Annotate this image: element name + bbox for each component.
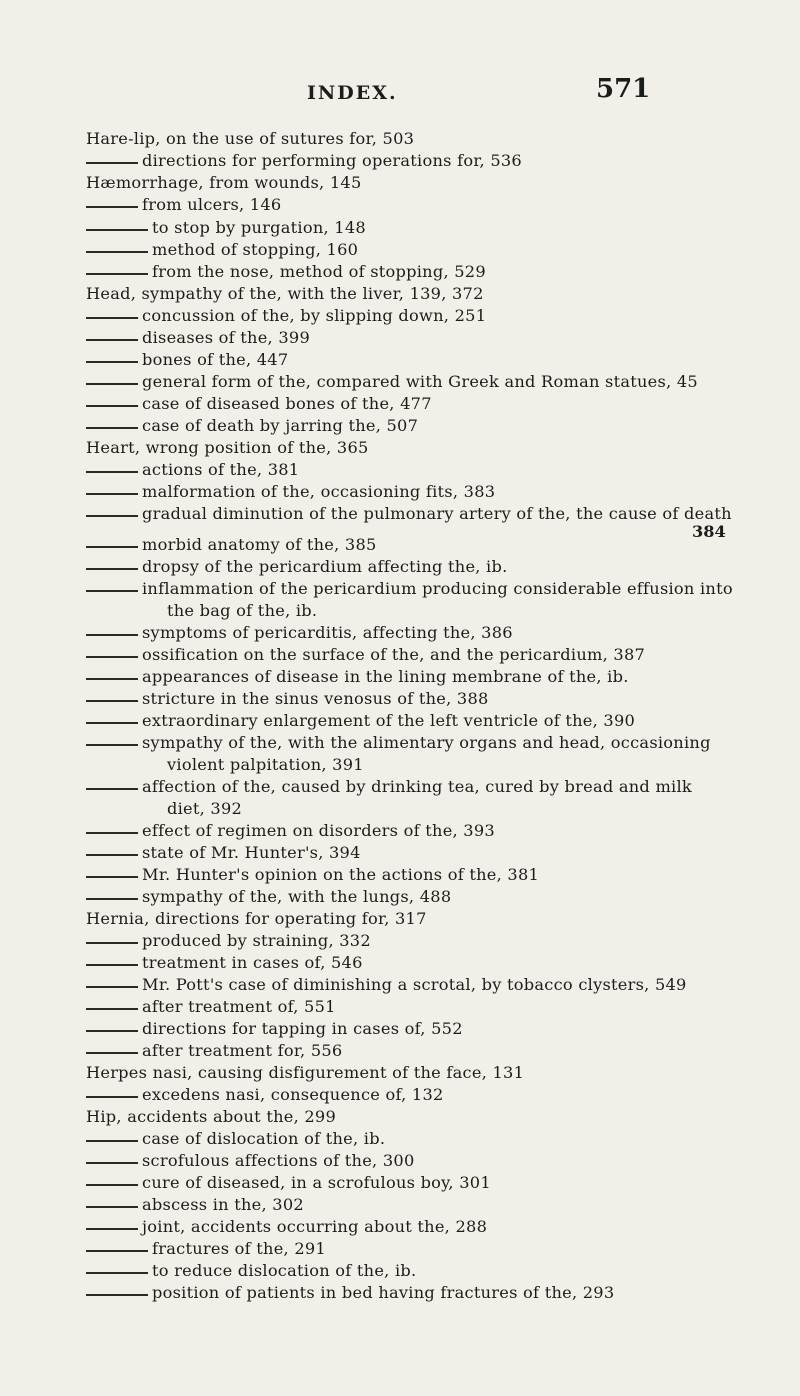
index-subentry: diseases of the, 399 [142,328,310,347]
ditto-dash [86,1030,138,1032]
ditto-dash [134,273,148,275]
index-subentry: general form of the, compared with Greek and Roman statues, 45 [142,372,698,391]
ditto-dash [86,1272,134,1274]
ditto-dash [86,1096,138,1098]
ditto-dash [134,1294,148,1296]
ditto-dash [86,678,138,680]
index-subentry: violent palpitation, 391 [167,755,364,774]
ditto-dash [86,1008,138,1010]
ditto-dash [86,317,138,319]
index-subentry: position of patients in bed having fractures of the, 293 [152,1283,615,1302]
ditto-dash [86,722,138,724]
ditto-dash [86,515,138,517]
index-subentry: gradual diminution of the pulmonary artery of the, the cause of death [142,504,732,523]
index-subentry: appearances of disease in the lining membrane of the, ib. [142,667,629,686]
index-subentry: the bag of the, ib. [167,601,318,620]
ditto-dash [86,1250,134,1252]
index-subentry: malformation of the, occasioning fits, 383 [142,482,496,501]
index-subentry: concussion of the, by slipping down, 251 [142,306,487,325]
ditto-dash [86,590,138,592]
index-subentry: state of Mr. Hunter's, 394 [142,843,361,862]
index-subentry: Mr. Pott's case of diminishing a scrotal, by tobacco clysters, 549 [142,975,687,994]
index-subentry: method of stopping, 160 [152,240,359,259]
ditto-dash [86,744,138,746]
ditto-dash [86,854,138,856]
index-subentry: sympathy of the, with the alimentary organs and head, occasioning [142,733,711,752]
index-subentry: bones of the, 447 [142,350,289,369]
ditto-dash [86,405,138,407]
index-subentry: fractures of the, 291 [152,1239,326,1258]
ditto-dash [86,339,138,341]
index-subentry: abscess in the, 302 [142,1195,304,1214]
index-subentry: ossification on the surface of the, and the pericardium, 387 [142,645,646,664]
ditto-dash [86,427,138,429]
index-subentry: treatment in cases of, 546 [142,953,363,972]
ditto-dash [86,1228,138,1230]
index-heading-entry: Head, sympathy of the, with the liver, 139, 372 [86,284,484,303]
index-subentry: from ulcers, 146 [142,195,282,214]
ditto-dash [86,876,138,878]
ditto-dash [86,471,138,473]
index-subentry: cure of diseased, in a scrofulous boy, 301 [142,1173,491,1192]
ditto-dash [86,898,138,900]
index-heading-entry: Heart, wrong position of the, 365 [86,438,369,457]
index-subentry: inflammation of the pericardium producing considerable effusion into [142,579,733,598]
index-subentry: to stop by purgation, 148 [152,218,366,237]
index-subentry: case of death by jarring the, 507 [142,416,419,435]
ditto-dash [86,162,138,164]
index-subentry: dropsy of the pericardium affecting the, ib. [142,557,508,576]
index-subentry: from the nose, method of stopping, 529 [152,262,486,281]
ditto-dash [86,700,138,702]
index-subentry: directions for performing operations for, 536 [142,151,522,170]
index-subentry: effect of regimen on disorders of the, 393 [142,821,495,840]
running-head-title: INDEX. [307,82,398,104]
ditto-dash [86,251,134,253]
ditto-dash [86,1184,138,1186]
index-subentry: case of diseased bones of the, 477 [142,394,432,413]
ditto-dash [86,383,138,385]
index-subentry: after treatment of, 551 [142,997,336,1016]
ditto-dash [134,1272,148,1274]
ditto-dash [86,546,138,548]
index-subentry: case of dislocation of the, ib. [142,1129,386,1148]
index-subentry: extraordinary enlargement of the left ventricle of the, 390 [142,711,636,730]
index-heading-entry: Herpes nasi, causing disfigurement of the face, 131 [86,1063,525,1082]
ditto-dash [86,1162,138,1164]
index-subentry: Mr. Hunter's opinion on the actions of the, 381 [142,865,540,884]
ditto-dash [134,1250,148,1252]
index-subentry: produced by straining, 332 [142,931,371,950]
ditto-dash [86,361,138,363]
index-heading-entry: Hip, accidents about the, 299 [86,1107,337,1126]
index-subentry: stricture in the sinus venosus of the, 388 [142,689,489,708]
index-subentry: joint, accidents occurring about the, 288 [142,1217,488,1236]
page-reference: 384 [692,522,726,541]
ditto-dash [86,1294,134,1296]
index-subentry: morbid anatomy of the, 385 [142,535,377,554]
ditto-dash [86,1052,138,1054]
ditto-dash [86,656,138,658]
page-number: 571 [596,74,651,104]
index-subentry: sympathy of the, with the lungs, 488 [142,887,452,906]
ditto-dash [134,251,148,253]
index-subentry: diet, 392 [167,799,243,818]
ditto-dash [86,1140,138,1142]
index-heading-entry: Hæmorrhage, from wounds, 145 [86,173,362,192]
index-subentry: directions for tapping in cases of, 552 [142,1019,463,1038]
index-subentry: excedens nasi, consequence of, 132 [142,1085,444,1104]
index-subentry: affection of the, caused by drinking tea, cured by bread and milk [142,777,692,796]
ditto-dash [134,229,148,231]
index-subentry: scrofulous affections of the, 300 [142,1151,415,1170]
index-heading-entry: Hernia, directions for operating for, 317 [86,909,427,928]
ditto-dash [86,634,138,636]
ditto-dash [86,568,138,570]
ditto-dash [86,1206,138,1208]
index-subentry: actions of the, 381 [142,460,300,479]
ditto-dash [86,832,138,834]
ditto-dash [86,229,134,231]
index-heading-entry: Hare-lip, on the use of sutures for, 503 [86,129,415,148]
ditto-dash [86,986,138,988]
ditto-dash [86,273,134,275]
ditto-dash [86,493,138,495]
ditto-dash [86,788,138,790]
index-subentry: to reduce dislocation of the, ib. [152,1261,417,1280]
index-subentry: after treatment for, 556 [142,1041,343,1060]
ditto-dash [86,942,138,944]
ditto-dash [86,964,138,966]
ditto-dash [86,206,138,208]
index-subentry: symptoms of pericarditis, affecting the, 386 [142,623,513,642]
